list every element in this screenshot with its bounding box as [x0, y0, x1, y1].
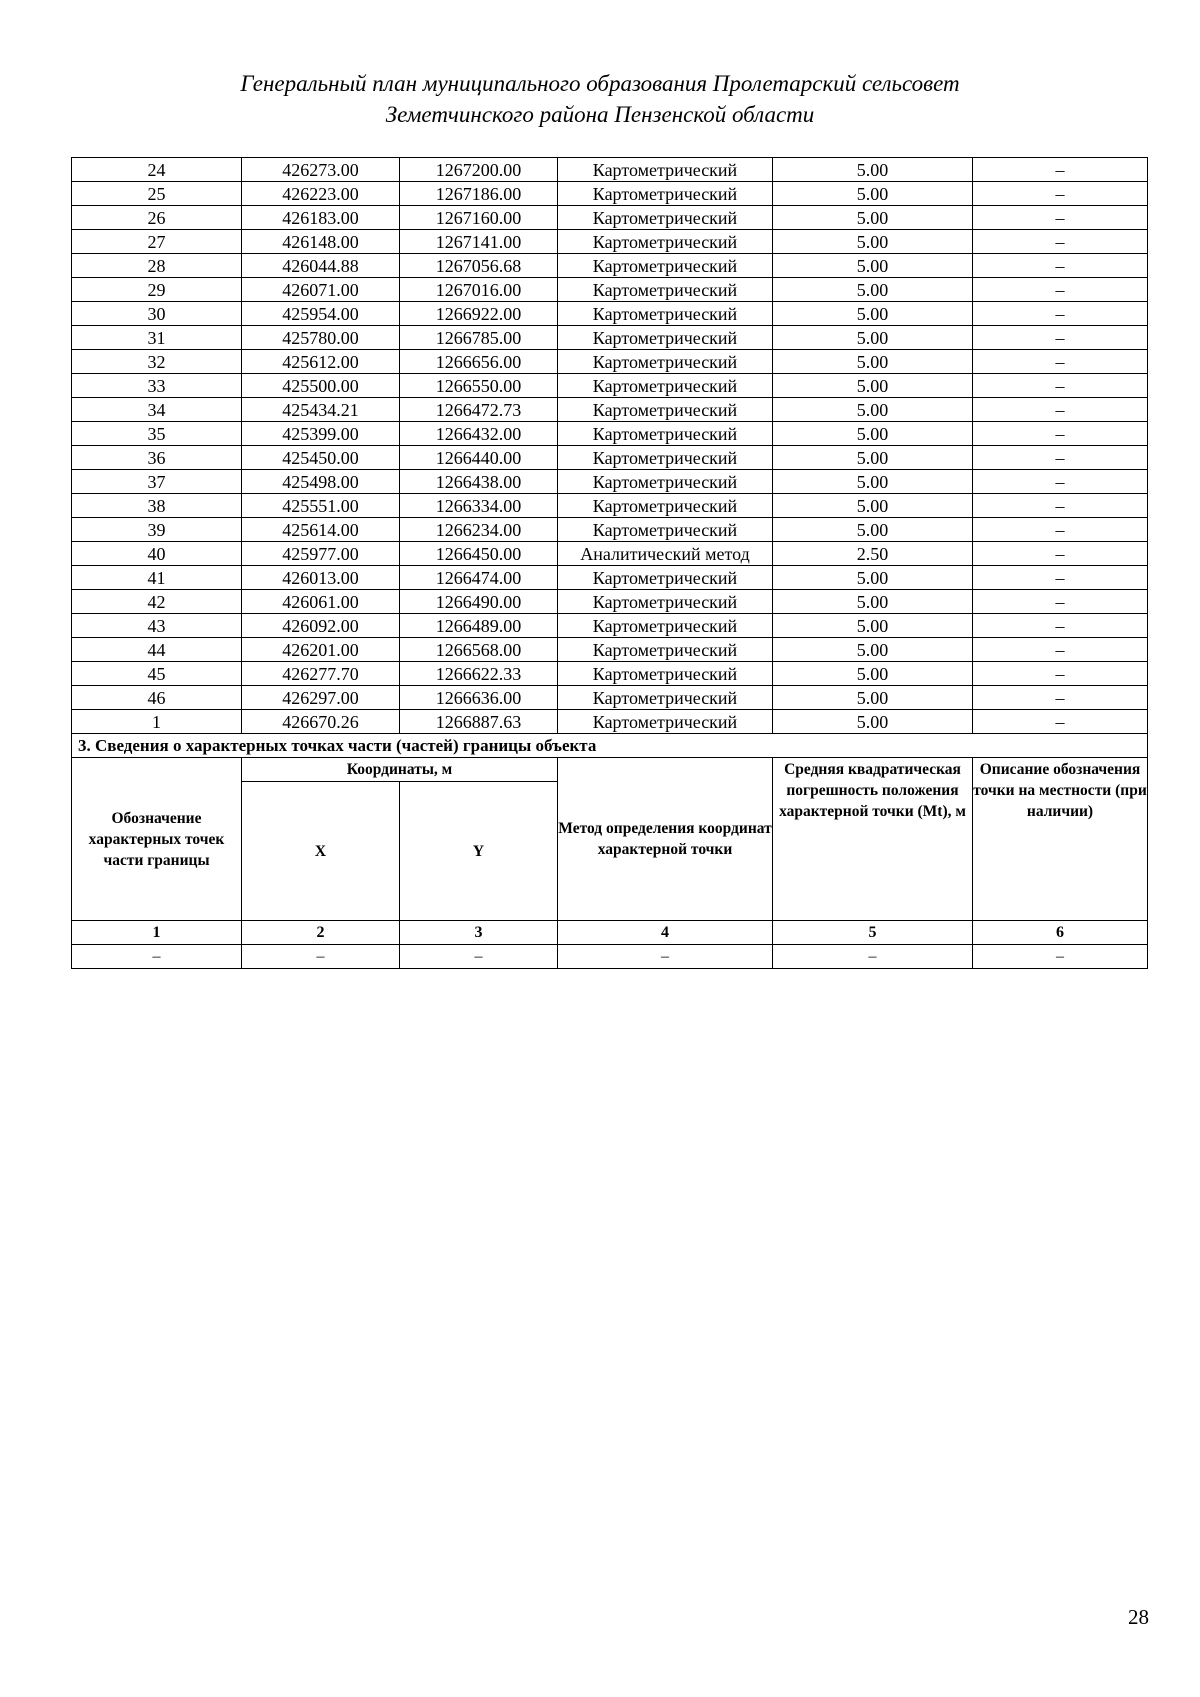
mean-error-cell: 5.00: [773, 254, 973, 278]
method-cell: Картометрический: [558, 350, 773, 374]
x-coordinate-cell: 425977.00: [242, 542, 400, 566]
empty-cell: –: [400, 945, 558, 969]
x-coordinate-cell: 425612.00: [242, 350, 400, 374]
table-row: [72, 686, 1148, 710]
description-cell: –: [973, 374, 1148, 398]
x-coordinate-cell: 426277.70: [242, 662, 400, 686]
point-number-cell: 24: [72, 158, 242, 182]
empty-cell: –: [558, 945, 773, 969]
table-row: [72, 422, 1148, 446]
y-coordinate-cell: 1266489.00: [400, 614, 558, 638]
mean-error-cell: 5.00: [773, 182, 973, 206]
x-coordinate-cell: 426148.00: [242, 230, 400, 254]
description-cell: –: [973, 350, 1148, 374]
description-cell: –: [973, 470, 1148, 494]
header-mean-error: Средняя квадратическая погрешность положения характерной точки (Mt), м: [773, 758, 973, 921]
point-number-cell: 37: [72, 470, 242, 494]
method-cell: Картометрический: [558, 494, 773, 518]
mean-error-cell: 5.00: [773, 422, 973, 446]
table-row: [72, 710, 1148, 734]
y-coordinate-cell: 1266440.00: [400, 446, 558, 470]
table-row: [72, 566, 1148, 590]
description-cell: –: [973, 446, 1148, 470]
description-cell: –: [973, 518, 1148, 542]
header-y: Y: [400, 782, 558, 921]
section-3-title: 3. Сведения о характерных точках части (частей) границы объекта: [72, 734, 1148, 758]
method-cell: Картометрический: [558, 206, 773, 230]
y-coordinate-cell: 1267160.00: [400, 206, 558, 230]
method-cell: Картометрический: [558, 326, 773, 350]
mean-error-cell: 5.00: [773, 302, 973, 326]
point-number-cell: 26: [72, 206, 242, 230]
column-number: 4: [558, 921, 773, 945]
x-coordinate-cell: 426201.00: [242, 638, 400, 662]
table-row: [72, 374, 1148, 398]
point-number-cell: 41: [72, 566, 242, 590]
method-cell: Картометрический: [558, 470, 773, 494]
y-coordinate-cell: 1266472.73: [400, 398, 558, 422]
page-number: 28: [1128, 1605, 1149, 1629]
method-cell: Картометрический: [558, 518, 773, 542]
table-row: [72, 518, 1148, 542]
method-cell: Картометрический: [558, 230, 773, 254]
empty-cell: –: [72, 945, 242, 969]
point-number-cell: 36: [72, 446, 242, 470]
y-coordinate-cell: 1266432.00: [400, 422, 558, 446]
document-header: [0, 68, 1200, 130]
x-coordinate-cell: 426297.00: [242, 686, 400, 710]
mean-error-cell: 5.00: [773, 278, 973, 302]
description-cell: –: [973, 206, 1148, 230]
point-number-cell: 27: [72, 230, 242, 254]
y-coordinate-cell: 1266490.00: [400, 590, 558, 614]
description-cell: –: [973, 422, 1148, 446]
method-cell: Картометрический: [558, 614, 773, 638]
table-row: [72, 494, 1148, 518]
section-3-column-numbers: [72, 921, 1148, 945]
method-cell: Картометрический: [558, 254, 773, 278]
table-row: [72, 230, 1148, 254]
mean-error-cell: 5.00: [773, 710, 973, 734]
y-coordinate-cell: 1267056.68: [400, 254, 558, 278]
description-cell: –: [973, 302, 1148, 326]
mean-error-cell: 5.00: [773, 158, 973, 182]
y-coordinate-cell: 1266474.00: [400, 566, 558, 590]
point-number-cell: 44: [72, 638, 242, 662]
method-cell: Картометрический: [558, 182, 773, 206]
method-cell: Картометрический: [558, 302, 773, 326]
description-cell: –: [973, 398, 1148, 422]
description-cell: –: [973, 326, 1148, 350]
description-cell: –: [973, 494, 1148, 518]
column-number: 6: [973, 921, 1148, 945]
x-coordinate-cell: 425434.21: [242, 398, 400, 422]
table-row: [72, 182, 1148, 206]
mean-error-cell: 5.00: [773, 494, 973, 518]
method-cell: Картометрический: [558, 686, 773, 710]
x-coordinate-cell: 426061.00: [242, 590, 400, 614]
mean-error-cell: 5.00: [773, 470, 973, 494]
y-coordinate-cell: 1266568.00: [400, 638, 558, 662]
mean-error-cell: 5.00: [773, 446, 973, 470]
table-row: [72, 470, 1148, 494]
description-cell: –: [973, 662, 1148, 686]
x-coordinate-cell: 425954.00: [242, 302, 400, 326]
y-coordinate-cell: 1266887.63: [400, 710, 558, 734]
mean-error-cell: 5.00: [773, 206, 973, 230]
coordinates-rows: [72, 158, 1148, 734]
method-cell: Картометрический: [558, 590, 773, 614]
y-coordinate-cell: 1266438.00: [400, 470, 558, 494]
coordinates-table: [71, 157, 1148, 969]
table-row: [72, 254, 1148, 278]
y-coordinate-cell: 1267141.00: [400, 230, 558, 254]
point-number-cell: 28: [72, 254, 242, 278]
column-number: 2: [242, 921, 400, 945]
table-row: [72, 302, 1148, 326]
header-x: X: [242, 782, 400, 921]
point-number-cell: 42: [72, 590, 242, 614]
method-cell: Картометрический: [558, 710, 773, 734]
table-row: [72, 158, 1148, 182]
description-cell: –: [973, 686, 1148, 710]
empty-cell: –: [242, 945, 400, 969]
description-cell: –: [973, 182, 1148, 206]
point-number-cell: 43: [72, 614, 242, 638]
empty-cell: –: [973, 945, 1148, 969]
method-cell: Картометрический: [558, 638, 773, 662]
point-number-cell: 32: [72, 350, 242, 374]
y-coordinate-cell: 1266922.00: [400, 302, 558, 326]
description-cell: –: [973, 542, 1148, 566]
point-number-cell: 38: [72, 494, 242, 518]
description-cell: –: [973, 614, 1148, 638]
mean-error-cell: 5.00: [773, 566, 973, 590]
y-coordinate-cell: 1266622.33: [400, 662, 558, 686]
point-number-cell: 30: [72, 302, 242, 326]
point-number-cell: 34: [72, 398, 242, 422]
x-coordinate-cell: 426223.00: [242, 182, 400, 206]
x-coordinate-cell: 425551.00: [242, 494, 400, 518]
point-number-cell: 29: [72, 278, 242, 302]
x-coordinate-cell: 425399.00: [242, 422, 400, 446]
method-cell: Картометрический: [558, 422, 773, 446]
method-cell: Картометрический: [558, 662, 773, 686]
y-coordinate-cell: 1267200.00: [400, 158, 558, 182]
description-cell: –: [973, 230, 1148, 254]
y-coordinate-cell: 1266550.00: [400, 374, 558, 398]
method-cell: Картометрический: [558, 374, 773, 398]
description-cell: –: [973, 158, 1148, 182]
point-number-cell: 46: [72, 686, 242, 710]
x-coordinate-cell: 425500.00: [242, 374, 400, 398]
x-coordinate-cell: 425450.00: [242, 446, 400, 470]
table-row: [72, 446, 1148, 470]
mean-error-cell: 5.00: [773, 638, 973, 662]
method-cell: Картометрический: [558, 278, 773, 302]
point-number-cell: 1: [72, 710, 242, 734]
table-row: [72, 326, 1148, 350]
mean-error-cell: 5.00: [773, 518, 973, 542]
mean-error-cell: 5.00: [773, 686, 973, 710]
mean-error-cell: 5.00: [773, 662, 973, 686]
point-number-cell: 25: [72, 182, 242, 206]
table-row: [72, 206, 1148, 230]
x-coordinate-cell: 426670.26: [242, 710, 400, 734]
column-number: 3: [400, 921, 558, 945]
y-coordinate-cell: 1266785.00: [400, 326, 558, 350]
header-point-designation: Обозначение характерных точек части границы: [72, 758, 242, 921]
method-cell: Картометрический: [558, 398, 773, 422]
mean-error-cell: 5.00: [773, 590, 973, 614]
point-number-cell: 39: [72, 518, 242, 542]
description-cell: –: [973, 590, 1148, 614]
table-row: [72, 590, 1148, 614]
table-row: [72, 638, 1148, 662]
x-coordinate-cell: 426044.88: [242, 254, 400, 278]
x-coordinate-cell: 425780.00: [242, 326, 400, 350]
section-3-header-row-1: [72, 758, 1148, 782]
description-cell: –: [973, 638, 1148, 662]
table-row: [72, 398, 1148, 422]
point-number-cell: 45: [72, 662, 242, 686]
column-number: 1: [72, 921, 242, 945]
x-coordinate-cell: 426071.00: [242, 278, 400, 302]
mean-error-cell: 5.00: [773, 398, 973, 422]
method-cell: Картометрический: [558, 446, 773, 470]
mean-error-cell: 5.00: [773, 374, 973, 398]
table-row: [72, 278, 1148, 302]
table-row: [72, 662, 1148, 686]
y-coordinate-cell: 1266334.00: [400, 494, 558, 518]
method-cell: Картометрический: [558, 566, 773, 590]
header-coordinates: Координаты, м: [242, 758, 558, 782]
header-line-2: Земетчинского района Пензенской области: [385, 102, 815, 127]
description-cell: –: [973, 254, 1148, 278]
table-row: [72, 350, 1148, 374]
y-coordinate-cell: 1266450.00: [400, 542, 558, 566]
point-number-cell: 33: [72, 374, 242, 398]
x-coordinate-cell: 425614.00: [242, 518, 400, 542]
section-3-empty-row: [72, 945, 1148, 969]
empty-cell: –: [773, 945, 973, 969]
description-cell: –: [973, 278, 1148, 302]
mean-error-cell: 5.00: [773, 614, 973, 638]
header-line-1: Генеральный план муниципального образования Пролетарский сельсовет: [240, 71, 960, 96]
point-number-cell: 40: [72, 542, 242, 566]
y-coordinate-cell: 1267016.00: [400, 278, 558, 302]
x-coordinate-cell: 426092.00: [242, 614, 400, 638]
x-coordinate-cell: 425498.00: [242, 470, 400, 494]
y-coordinate-cell: 1266636.00: [400, 686, 558, 710]
point-number-cell: 31: [72, 326, 242, 350]
header-description: Описание обозначения точки на местности (при наличии): [973, 758, 1148, 921]
method-cell: Картометрический: [558, 158, 773, 182]
x-coordinate-cell: 426273.00: [242, 158, 400, 182]
table-row: [72, 614, 1148, 638]
mean-error-cell: 5.00: [773, 350, 973, 374]
x-coordinate-cell: 426183.00: [242, 206, 400, 230]
y-coordinate-cell: 1266234.00: [400, 518, 558, 542]
point-number-cell: 35: [72, 422, 242, 446]
x-coordinate-cell: 426013.00: [242, 566, 400, 590]
table-row: [72, 542, 1148, 566]
column-number: 5: [773, 921, 973, 945]
header-method: Метод определения координат характерной точки: [558, 758, 773, 921]
mean-error-cell: 5.00: [773, 230, 973, 254]
section-3-row: [72, 734, 1148, 758]
mean-error-cell: 2.50: [773, 542, 973, 566]
description-cell: –: [973, 710, 1148, 734]
method-cell: Аналитический метод: [558, 542, 773, 566]
y-coordinate-cell: 1266656.00: [400, 350, 558, 374]
y-coordinate-cell: 1267186.00: [400, 182, 558, 206]
mean-error-cell: 5.00: [773, 326, 973, 350]
description-cell: –: [973, 566, 1148, 590]
